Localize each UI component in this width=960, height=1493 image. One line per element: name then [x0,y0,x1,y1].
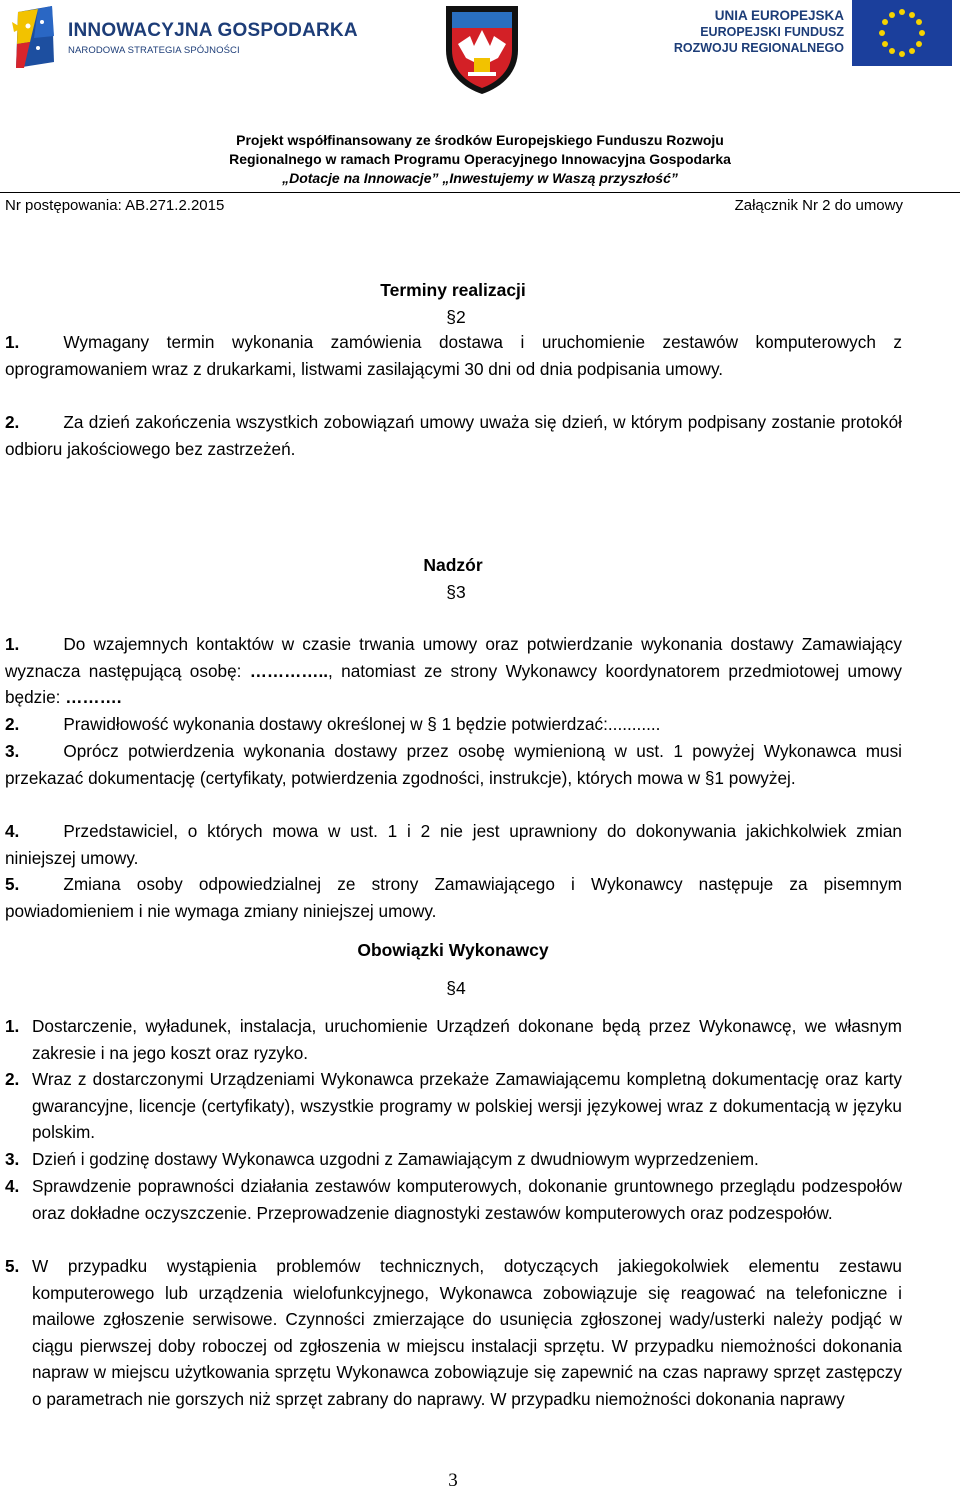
innowacyjna-gospodarka-logo [8,2,358,72]
project-line-2: Regionalnego w ramach Programu Operacyjnego Innowacyjna Gospodarka [229,151,731,167]
item-number: 2. [5,714,20,734]
item-number: 5. [5,1256,20,1276]
section-2-title: Terminy realizacji [380,280,526,300]
item-text: Wraz z dostarczonymi Urządzeniami Wykonawca przekaże Zamawiającemu kompletną dokumentację oraz karty gwarancyjne, licencje (certyfikaty), wszystkie programy w polskiej wersji językowej wraz z dokumentacją w języku polskim. [32,1069,902,1143]
ig-logo-title: INNOWACYJNA GOSPODARKA [68,20,358,41]
item-number: 1. [5,634,20,654]
item-number: 2. [5,412,20,432]
document-meta-bar [0,192,960,214]
section-4-item-2 [5,1066,902,1146]
section-4-item-5 [5,1253,902,1413]
item-text: Oprócz potwierdzenia wykonania dostawy przez osobę wymienioną w ust. 1 powyżej Wykonawca musi przekazać dokumentację (certyfikaty, potwierdzenia zgodności, instrukcje), których mowa w §1 powyżej. [5,741,902,788]
section-3-item-4 [5,818,902,871]
section-2-number: §2 [446,307,466,327]
project-line-3: „Dotacje na Innowacje” „Inwestujemy w Waszą przyszłość” [282,170,678,186]
item-text: Sprawdzenie poprawności działania zestawów komputerowych, dokonanie gruntownego przeglądu podzespołów oraz dokładne oczyszczenie. Przeprowadzenie diagnostyki zestawów komputerowych oraz podzespołów. [32,1176,902,1223]
item-dots-b: ………. [65,687,122,708]
item-dots-a: ………….. [249,660,329,681]
section-4-title: Obowiązki Wykonawcy [357,940,549,960]
item-number: 2. [5,1069,20,1089]
item-number: 1. [5,1016,20,1036]
eu-logo-line1: UNIA EUROPEJSKA [714,8,844,23]
case-number: Nr postępowania: AB.271.2.2015 [5,197,225,214]
item-text: Prawidłowość wykonania dostawy określonej w § 1 będzie potwierdzać:........... [63,714,661,734]
item-text: Dzień i godzinę dostawy Wykonawca uzgodni z Zamawiającym z dwudniowym wyprzedzeniem. [32,1149,759,1169]
item-text: Dostarczenie, wyładunek, instalacja, uruchomienie Urządzeń dokonane będą przez Wykonawcę, we własnym zakresie i na jego koszt oraz ryzyko. [32,1016,902,1063]
section-2-item-1 [5,329,902,382]
project-statement [0,131,960,188]
section-4-item-4 [5,1173,902,1226]
item-text-b: , natomiast ze strony Wykonawcy koordynatorem przedmiotowej umowy będzie: [5,660,902,708]
attachment-label: Załącznik Nr 2 do umowy [734,197,903,214]
ig-flag-icon [8,2,62,70]
item-text: Zmiana osoby odpowiedzialnej ze strony Zamawiającego i Wykonawcy następuje za pisemnym powiadomieniem i nie wymaga zmiany niniejszej umowy. [5,874,902,921]
eu-flag-icon [852,0,952,66]
eu-logo [660,0,956,70]
item-text: Wymagany termin wykonania zamówienia dostawa i uruchomienie zestawów komputerowych z oprogramowaniem wraz z drukarkami, listwami zasilającymi 30 dni od dnia podpisania umowy. [5,332,902,379]
section-4-item-3 [5,1146,902,1173]
item-number: 5. [5,874,20,894]
ig-logo-subtitle: NARODOWA STRATEGIA SPÓJNOŚCI [68,45,240,56]
section-3-item-3 [5,738,902,791]
section-3-item-5 [5,871,902,924]
item-text: Za dzień zakończenia wszystkich zobowiązań umowy uważa się dzień, w którym podpisany zostanie protokół odbioru jakościowego bez zastrzeżeń. [5,412,902,459]
item-text: Przedstawiciel, o których mowa w ust. 1 i 2 nie jest uprawniony do dokonywania jakichkolwiek zmian niniejszej umowy. [5,821,902,868]
section-3-item-1 [5,631,902,711]
item-number: 3. [5,1149,20,1169]
section-4-number: §4 [446,978,466,998]
item-number: 4. [5,821,20,841]
project-line-1: Projekt współfinansowany ze środków Europejskiego Funduszu Rozwoju [236,132,724,148]
item-number: 3. [5,741,20,761]
section-4-item-1 [5,1013,902,1066]
item-number: 4. [5,1176,20,1196]
eu-logo-text [674,8,844,56]
eu-logo-line2: EUROPEJSKI FUNDUSZ [700,25,844,39]
item-text-a: Do wzajemnych kontaktów w czasie trwania umowy oraz potwierdzanie wykonania dostawy Zamawiający wyznacza następującą osobę: [5,634,902,681]
page-number: 3 [448,1470,458,1491]
municipal-crest-icon [440,0,524,96]
section-3-item-2 [5,711,902,738]
section-3-title: Nadzór [423,555,483,575]
eu-logo-line3: ROZWOJU REGIONALNEGO [673,41,844,55]
item-text: W przypadku wystąpienia problemów technicznych, dotyczących jakiegokolwiek elementu zestawu komputerowego lub urządzenia wielofunkcyjnego, Wykonawca zobowiązuje się reagować na telefoniczne i mailowe zgłoszenie serwisowe. Czynności zmierzające do usunięcia zgłoszonej wady/usterki należy podjąć w ciągu pierwszej doby roboczej od zgłoszenia w miejscu instalacji sprzętu. W przypadku niemożności dokonania napraw w miejscu użytkowania sprzętu Wykonawca zobowiązuje się zapewnić na czas naprawy sprzęt zastępczy o parametrach nie gorszych niż sprzęt zabrany do naprawy. W przypadku niemożności dokonania naprawy [32,1256,902,1409]
section-2-item-2 [5,409,902,462]
item-number: 1. [5,332,20,352]
section-3-number: §3 [446,582,466,602]
